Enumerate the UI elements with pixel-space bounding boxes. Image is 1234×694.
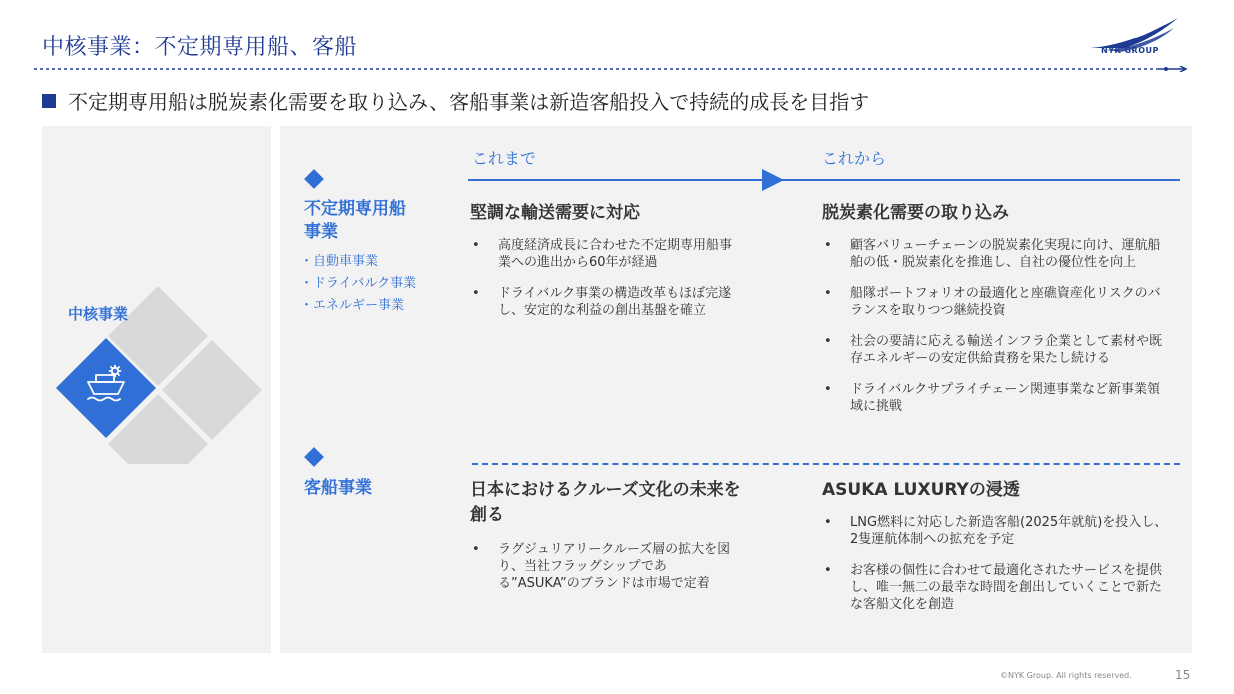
logo-text: NYK GROUP: [1101, 46, 1159, 55]
page-title: 中核事業：不定期専用船、客船: [42, 35, 358, 60]
bullet-item: • 顧客バリューチェーンの脱炭素化実現に向け、運航船舶の低・脱炭素化を推進し、自社の優位性を向上: [822, 237, 1172, 271]
segment-title-tramp: 不定期専用船 事業: [304, 199, 406, 242]
future-bullet-list: [822, 237, 1172, 429]
header-divider: [34, 66, 1194, 72]
bullet-item: • 高度経済成長に合わせた不定期専用船事業への進出から60年が経過: [470, 237, 742, 271]
bullet-item: • 船隊ポートフォリオの最適化と座礁資産化リスクのバランスを取りつつ継続投資: [822, 285, 1172, 319]
column-header-past: これまで: [472, 149, 537, 168]
sub-item: ・ドライバルク事業: [300, 276, 417, 291]
segment-divider: [472, 463, 1180, 465]
past-bullet-list: [470, 237, 742, 333]
past-heading: 日本におけるクルーズ文化の未来を創る: [470, 480, 741, 525]
bullet-item: • ラグジュリアリークルーズ層の拡大を図り、当社フラッグシップである”ASUKA”のブランドは市場で定着: [470, 541, 742, 592]
page-subtitle: [42, 86, 869, 115]
past-heading: 堅調な輸送需要に対応: [470, 203, 640, 223]
footer-copyright: ©NYK Group. All rights reserved.: [1000, 671, 1132, 680]
future-bullet-list: [822, 514, 1172, 627]
core-business-label: 中核事業: [68, 305, 129, 323]
sub-item: ・自動車事業: [300, 254, 379, 269]
segment-sub-list: [300, 251, 416, 317]
subtitle-text: 不定期専用船は脱炭素化需要を取り込み、客船事業は新造客船投入で持続的成長を目指す: [68, 90, 870, 114]
bullet-item: • LNG燃料に対応した新造客船(2025年就航)を投入し、2隻運航体制への拡充を予定: [822, 514, 1172, 548]
timeline-arrow: [468, 168, 1180, 192]
column-header-future: これから: [822, 149, 887, 168]
page-number: 15: [1175, 668, 1191, 682]
bullet-item: • ドライバルク事業の構造改革もほぼ完遂し、安定的な利益の創出基盤を確立: [470, 285, 742, 319]
past-bullet-list: [470, 541, 742, 606]
segment-title-cruise: 客船事業: [304, 478, 372, 498]
square-bullet-icon: [42, 94, 56, 108]
future-heading: 脱炭素化需要の取り込み: [822, 203, 1009, 223]
bullet-item: • お客様の個性に合わせて最適化されたサービスを提供し、唯一無二の最幸な時間を創出していくことで新たな客船文化を創造: [822, 562, 1172, 613]
bullet-item: • ドライバルクサプライチェーン関連事業など新事業領域に挑戦: [822, 381, 1172, 415]
bullet-item: • 社会の要請に応える輸送インフラ企業として素材や既存エネルギーの安定供給責務を果たし続ける: [822, 333, 1172, 367]
sub-item: ・エネルギー事業: [300, 298, 405, 313]
future-heading: ASUKA LUXURYの浸透: [822, 480, 1020, 500]
